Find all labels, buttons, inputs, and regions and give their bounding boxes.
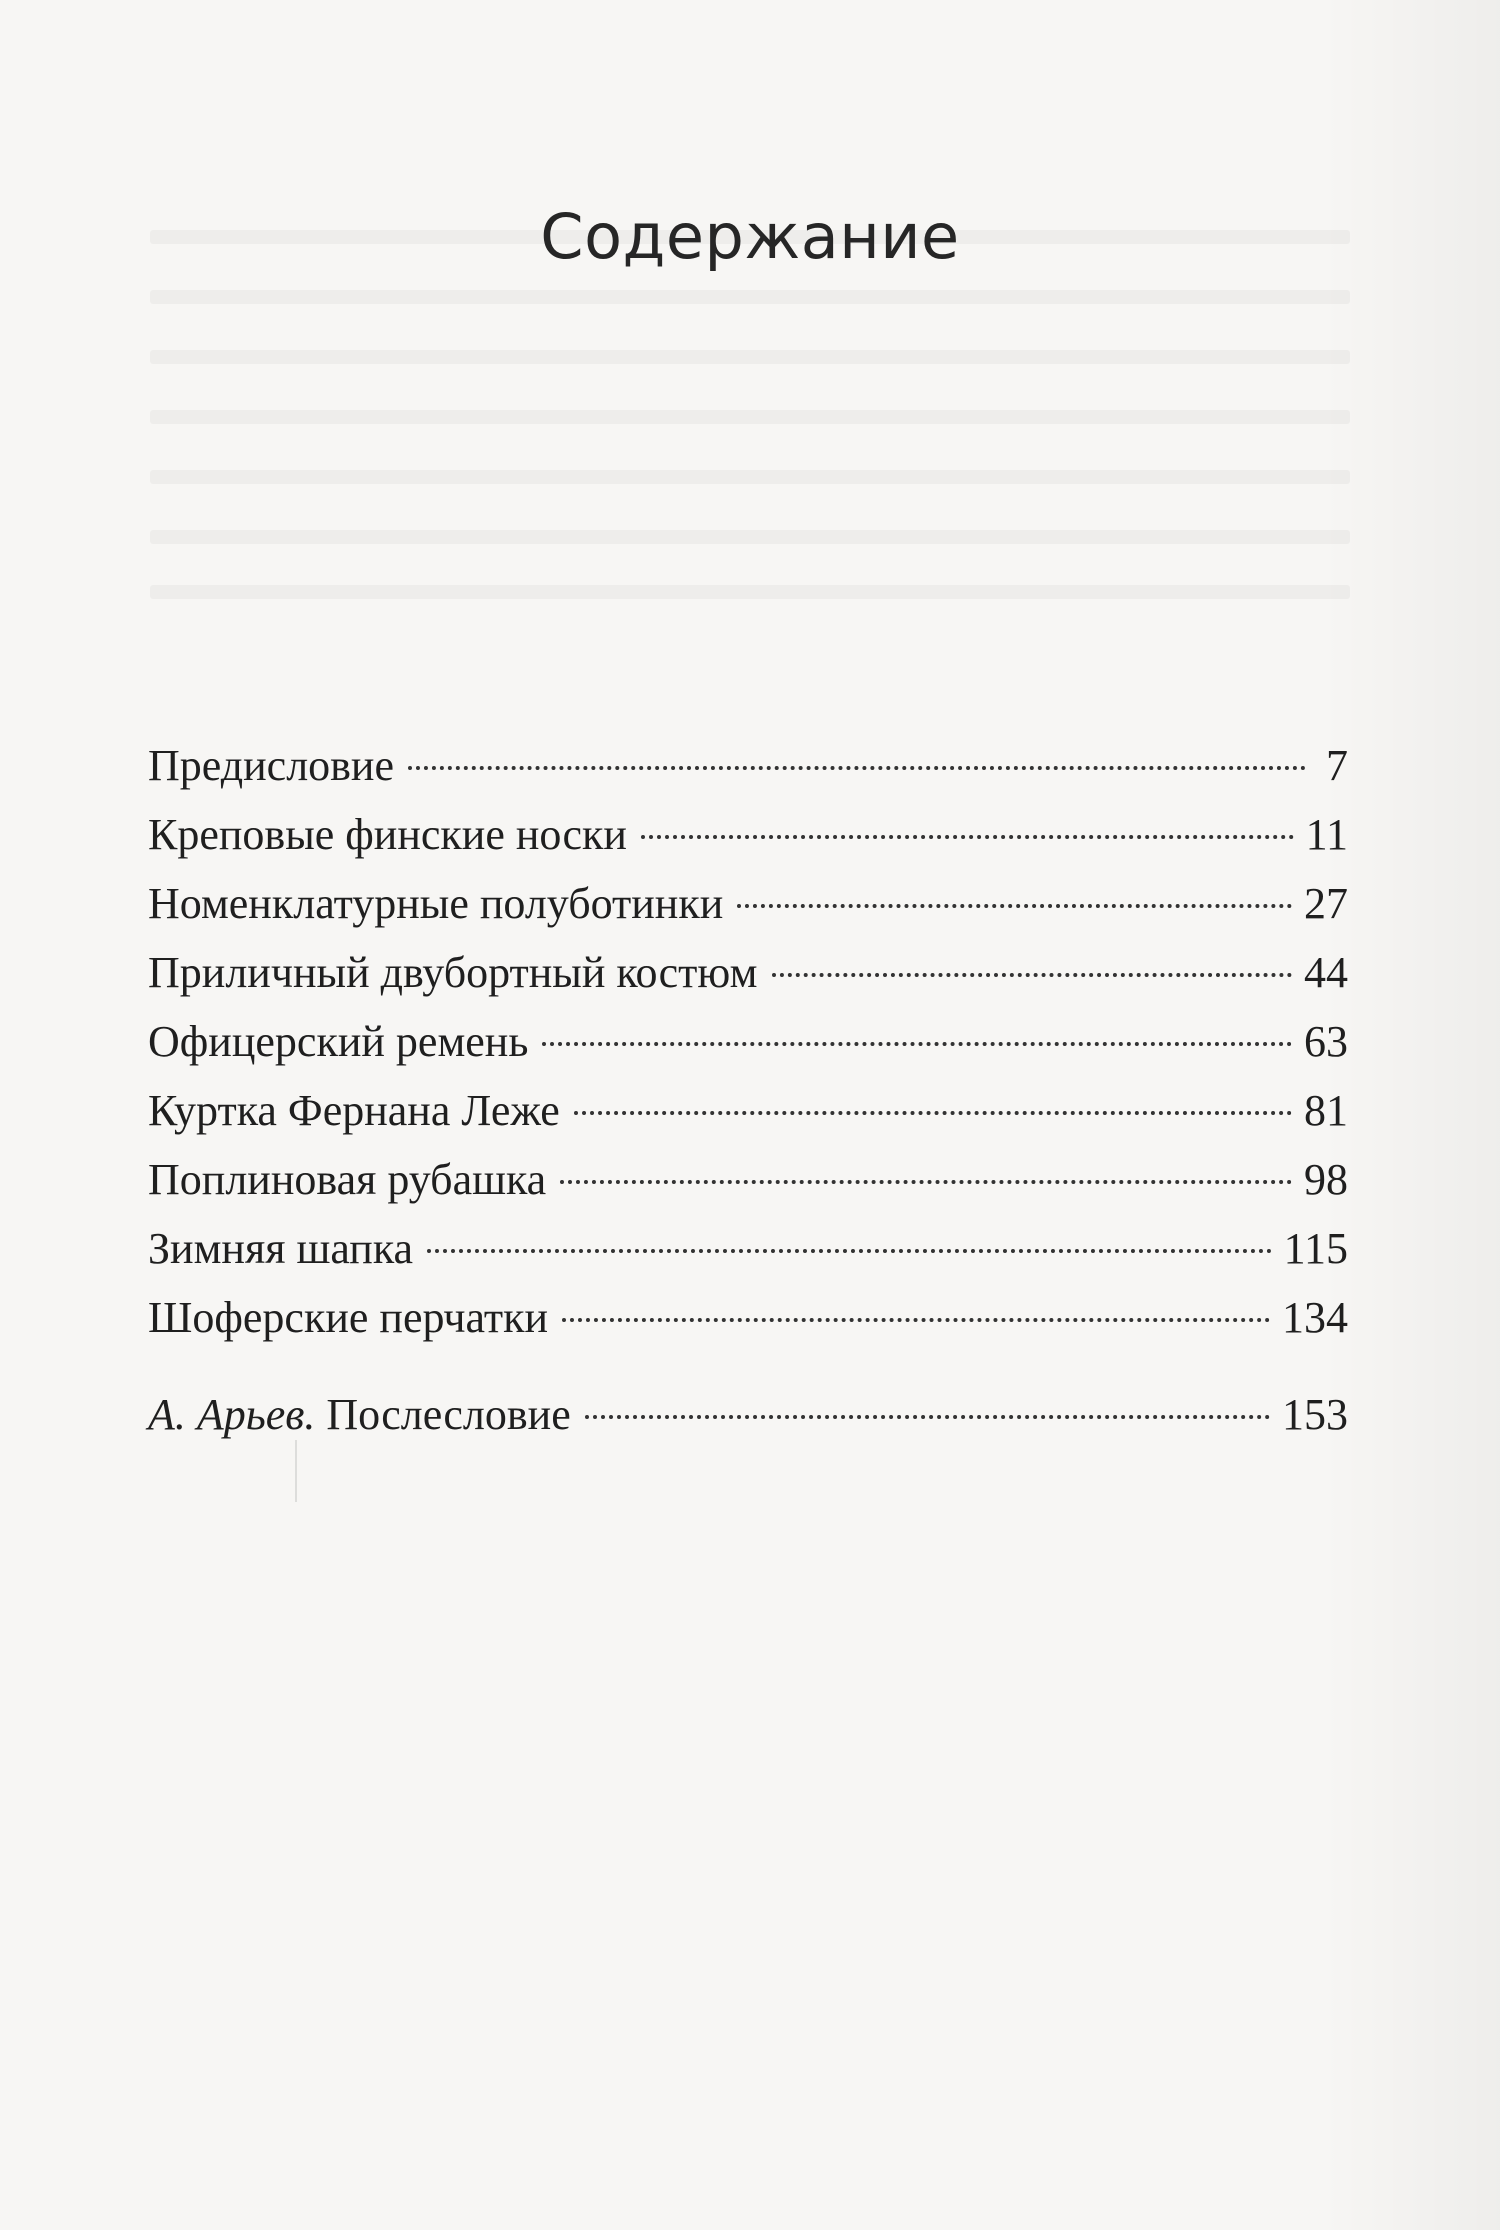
toc-entry: [148, 1016, 1348, 1085]
toc-entry-page: 81: [1304, 1086, 1348, 1135]
toc-entry-page: 63: [1304, 1017, 1348, 1066]
dot-leader: [560, 1180, 1292, 1184]
toc-entry-title: Куртка Фернана Леже: [148, 1086, 560, 1135]
toc-entry-title: Предисловие: [148, 741, 394, 790]
toc-entry-page: 115: [1283, 1224, 1348, 1273]
toc-entry: [148, 947, 1348, 1016]
toc-entry: [148, 1292, 1348, 1361]
dot-leader: [408, 766, 1306, 770]
dot-leader: [737, 904, 1292, 908]
toc-afterword-title: [148, 1389, 571, 1440]
toc-entry-page: 7: [1326, 741, 1348, 790]
toc-entry-page: 11: [1305, 810, 1348, 859]
table-of-contents: [148, 740, 1348, 1458]
toc-entry: [148, 809, 1348, 878]
toc-entry-title: Офицерский ремень: [148, 1017, 529, 1066]
dot-leader: [641, 835, 1294, 839]
show-through-line: [150, 530, 1350, 544]
toc-entry: [148, 740, 1348, 809]
toc-entry-page: 44: [1304, 948, 1348, 997]
dot-leader: [585, 1415, 1270, 1419]
toc-entry-title: Номенклатурные полуботинки: [148, 879, 724, 928]
toc-entry: [148, 1085, 1348, 1154]
dot-leader: [562, 1318, 1270, 1322]
toc-entry-afterword: [148, 1389, 1348, 1458]
show-through-line: [150, 410, 1350, 424]
show-through-line: [150, 350, 1350, 364]
toc-entry-title: Приличный двубортный костюм: [148, 948, 758, 997]
toc-entry-title: Шоферские перчатки: [148, 1293, 549, 1342]
afterword-title: Послесловие: [326, 1390, 571, 1439]
toc-entry: [148, 878, 1348, 947]
toc-entry-title: Поплиновая рубашка: [148, 1155, 547, 1204]
dot-leader: [574, 1111, 1292, 1115]
show-through-line: [150, 290, 1350, 304]
page-title: Содержание: [540, 200, 960, 273]
toc-entry-page: 27: [1304, 879, 1348, 928]
toc-entry-page: 98: [1304, 1155, 1348, 1204]
afterword-author: А. Арьев.: [148, 1390, 316, 1439]
toc-entry-page: 153: [1282, 1390, 1348, 1439]
toc-entry: [148, 1154, 1348, 1223]
show-through-line: [150, 585, 1350, 599]
toc-entry-title: Креповые финские носки: [148, 810, 627, 859]
toc-entry-page: 134: [1282, 1293, 1348, 1342]
dot-leader: [542, 1042, 1292, 1046]
toc-entry: [148, 1223, 1348, 1292]
toc-entry-title: Зимняя шапка: [148, 1224, 414, 1273]
dot-leader: [427, 1249, 1272, 1253]
show-through-line: [150, 470, 1350, 484]
dot-leader: [772, 973, 1292, 977]
